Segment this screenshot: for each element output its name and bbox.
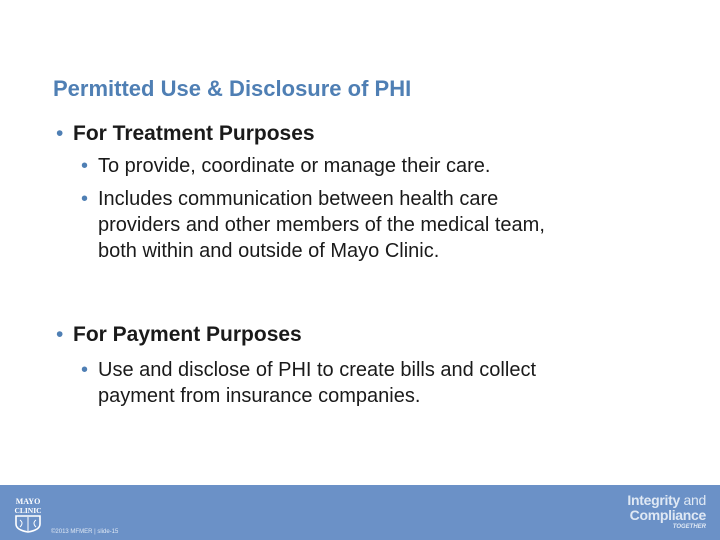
brand-word-compliance: Compliance bbox=[629, 507, 706, 523]
brand-word-integrity: Integrity bbox=[627, 492, 680, 508]
bullet-dot: • bbox=[81, 188, 89, 210]
brand-word-and: and bbox=[679, 492, 706, 508]
bullet-payment bbox=[56, 323, 302, 347]
mayo-clinic-logo bbox=[10, 493, 46, 533]
integrity-compliance-logo bbox=[627, 493, 706, 531]
sub-bullet-text: Includes communication between health care bbox=[98, 188, 499, 210]
bullet-dot: • bbox=[56, 323, 64, 346]
footer-bar bbox=[0, 485, 720, 540]
sub-bullet-provide-care bbox=[81, 153, 681, 179]
bullet-treatment bbox=[56, 122, 315, 146]
bullet-heading-payment: For Payment Purposes bbox=[73, 323, 302, 346]
logo-text-bottom: CLINIC bbox=[14, 506, 42, 515]
sub-bullet-text-cont: both within and outside of Mayo Clinic. bbox=[98, 240, 440, 262]
sub-bullet-text-cont: providers and other members of the medical team, bbox=[98, 214, 545, 236]
sub-bullet-text-cont: payment from insurance companies. bbox=[98, 385, 421, 407]
copyright-slide-number: ©2013 MFMER | slide-15 bbox=[51, 529, 119, 535]
slide-title: Permitted Use & Disclosure of PHI bbox=[53, 76, 412, 101]
bullet-dot: • bbox=[56, 122, 64, 145]
bullet-heading-treatment: For Treatment Purposes bbox=[73, 122, 315, 145]
brand-word-together: TOGETHER bbox=[672, 524, 706, 530]
sub-bullet-communication bbox=[81, 186, 681, 264]
sub-bullet-text: Use and disclose of PHI to create bills and collect bbox=[98, 359, 536, 381]
logo-text-top: MAYO bbox=[15, 497, 41, 506]
sub-bullet-text: To provide, coordinate or manage their care. bbox=[98, 155, 491, 177]
bullet-dot: • bbox=[81, 155, 89, 177]
sub-bullet-billing bbox=[81, 357, 681, 409]
bullet-dot: • bbox=[81, 359, 89, 381]
